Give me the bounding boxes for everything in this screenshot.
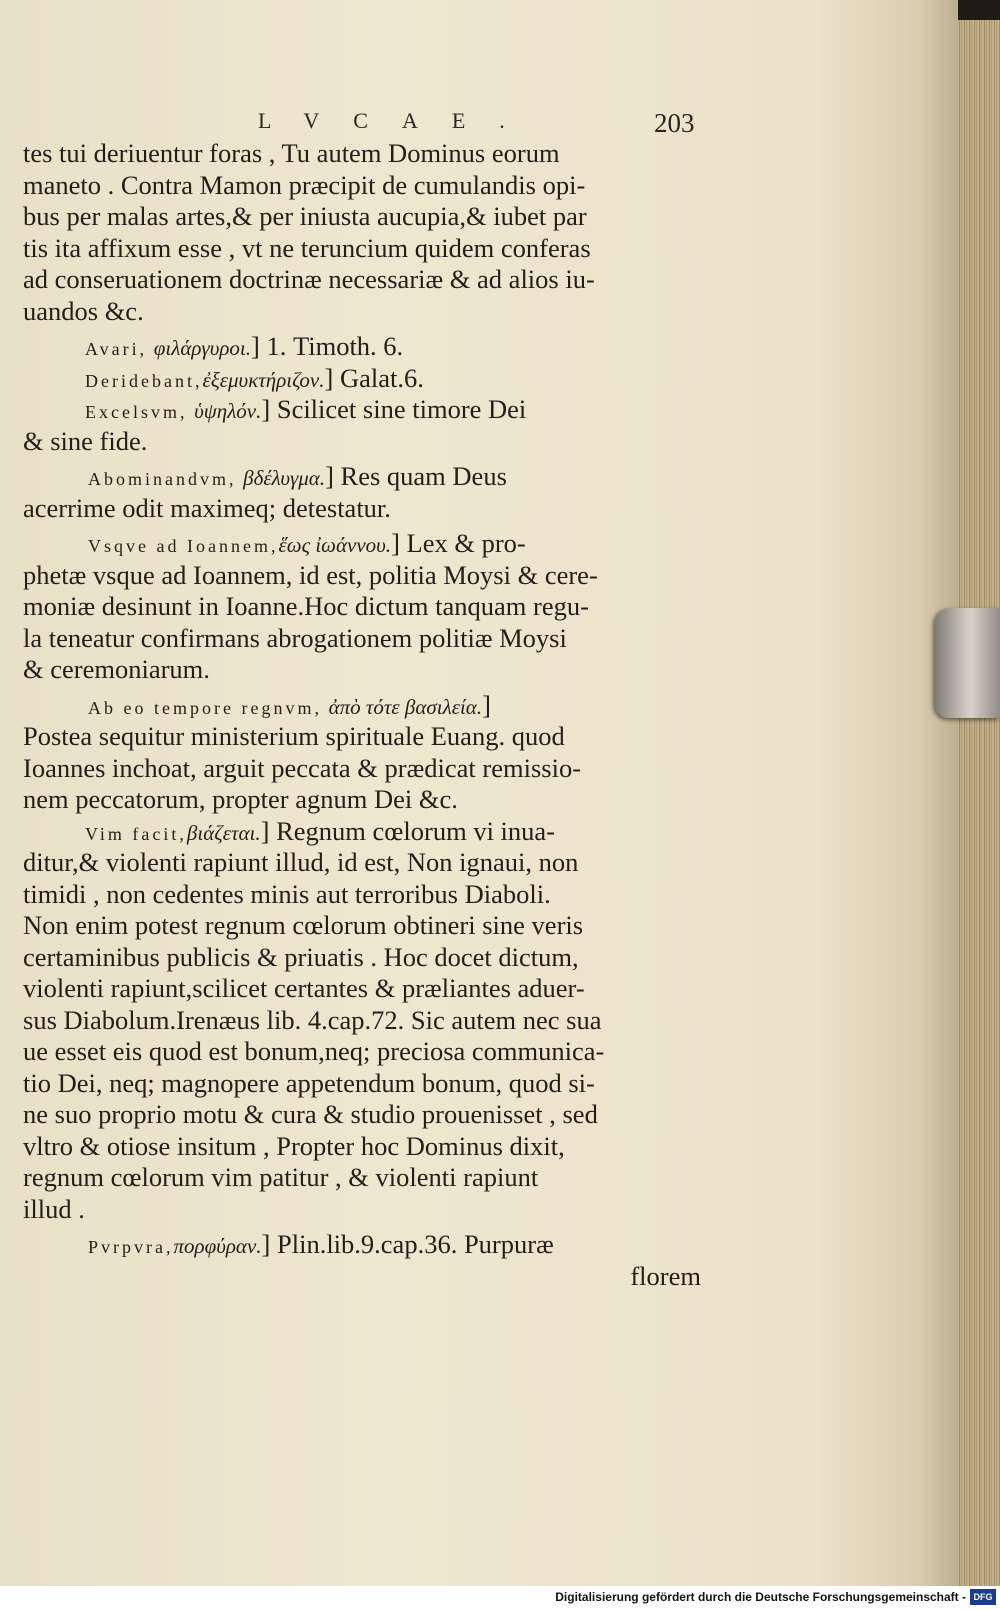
note-text: ] [482, 689, 491, 720]
note-text: ] Res quam Deus [325, 461, 507, 491]
body-line: Non enim potest regnum cœlorum obtineri sine veris [23, 910, 584, 940]
note-ab-eo [23, 690, 713, 722]
greek-gloss: ἀπὸ τότε βασιλεία. [328, 694, 483, 719]
note-usque [23, 528, 713, 560]
body-line: tis ita affixum esse , vt ne teruncium quidem conferas [23, 232, 591, 263]
body-line: violenti rapiunt,scilicet certantes & præliantes aduer- [23, 973, 585, 1003]
lemma: Vsqve ad Ioannem, [88, 536, 279, 556]
body-line: regnum cœlorum vim patitur , & violenti rapiunt [23, 1162, 539, 1192]
lemma: Avari, [85, 339, 148, 359]
note-text: ] Lex & pro- [391, 528, 526, 558]
lemma: Excelsvm, [85, 402, 188, 422]
body-line: moniæ desinunt in Ioanne.Hoc dictum tanquam regu- [23, 591, 589, 621]
body-line: tio Dei, neq; magnopere appetendum bonum, quod si- [23, 1067, 595, 1098]
book-page-edges [955, 20, 1000, 1586]
greek-gloss: βιάζεται. [186, 820, 261, 845]
body-line: vltro & otiose insitum , Propter hoc Dominus dixit, [23, 1130, 565, 1161]
greek-gloss: ὑψηλόν. [194, 399, 262, 423]
body-line: & ceremoniarum. [23, 654, 210, 684]
body-line: ad conseruationem doctrinæ necessariæ & ad alios iu- [23, 264, 595, 294]
note-text: ] Galat.6. [324, 362, 424, 393]
note-excelsum [23, 394, 713, 426]
book-clasp [935, 608, 1000, 718]
dfg-logo: DFG [970, 1589, 996, 1605]
body-line: ditur,& violenti rapiunt illud, id est, Non ignaui, non [23, 847, 579, 877]
lemma: Vim facit, [85, 823, 187, 844]
body-line: sus Diabolum.Irenæus lib. 4.cap.72. Sic autem nec sua [23, 1004, 602, 1035]
greek-gloss: ἕως ἰωάννου. [278, 533, 392, 557]
body-line: timidi , non cedentes minis aut terroribus Diaboli. [23, 878, 551, 909]
body-line: Ioannes inchoat, arguit peccata & prædicat remissio- [23, 752, 582, 783]
note-abominandum [23, 461, 713, 493]
note-vim-facit [23, 816, 713, 848]
page-text [23, 138, 713, 1292]
note-text: ] Plin.lib.9.cap.36. Purpuræ [261, 1229, 554, 1259]
body-line: nem peccatorum, propter agnum Dei &c. [23, 784, 458, 814]
body-line: phetæ vsque ad Ioannem, id est, politia Moysi & cere- [23, 559, 598, 590]
lemma: Ab eo tempore regnvm, [88, 697, 322, 718]
note-deridebant [23, 363, 713, 395]
lemma: Pvrpvra, [88, 1237, 174, 1257]
note-avari [23, 331, 713, 363]
lemma: Abominandvm, [88, 469, 237, 489]
digitization-credit: Digitalisierung gefördert durch die Deutsche Forschungsgemeinschaft - [555, 1590, 966, 1604]
greek-gloss: φιλάργυροι. [153, 336, 252, 360]
body-line: ne suo proprio motu & cura & studio prouenisset , sed [23, 1099, 598, 1129]
lemma: Deridebant, [85, 370, 203, 391]
note-text: ] Regnum cœlorum vi inua- [260, 815, 556, 846]
catchword: florem [630, 1260, 701, 1291]
greek-gloss: ἐξεμυκτήριζον. [202, 367, 325, 392]
page-number: 203 [654, 108, 695, 138]
note-text: ] 1. Timoth. 6. [251, 331, 404, 361]
greek-gloss: βδέλυγμα. [243, 466, 326, 490]
body-line: bus per malas artes,& per iniusta aucupia,& iubet par [23, 201, 587, 231]
greek-gloss: πορφύραν. [173, 1234, 262, 1258]
body-line: tes tui deriuentur foras , Tu autem Dominus eorum [23, 138, 560, 168]
body-line: Postea sequitur ministerium spirituale Euang. quod [23, 721, 565, 751]
body-line: ue esset eis quod est bonum,neq; preciosa communica- [23, 1036, 605, 1066]
body-line: certaminibus publicis & priuatis . Hoc docet dictum, [23, 941, 579, 972]
body-line: & sine fide. [23, 425, 148, 456]
body-line: maneto . Contra Mamon præcipit de cumulandis opi- [23, 169, 586, 200]
note-purpura [23, 1229, 713, 1261]
body-line: uandos &c. [23, 295, 144, 326]
body-line: acerrime odit maximeq; detestatur. [23, 492, 391, 523]
note-text: ] Scilicet sine timore Dei [261, 394, 527, 424]
body-line: illud . [23, 1193, 85, 1224]
body-line: la teneatur confirmans abrogationem politiæ Moysi [23, 622, 567, 653]
footer-bar [0, 1586, 1000, 1610]
running-head: LVCAE. [258, 108, 539, 133]
